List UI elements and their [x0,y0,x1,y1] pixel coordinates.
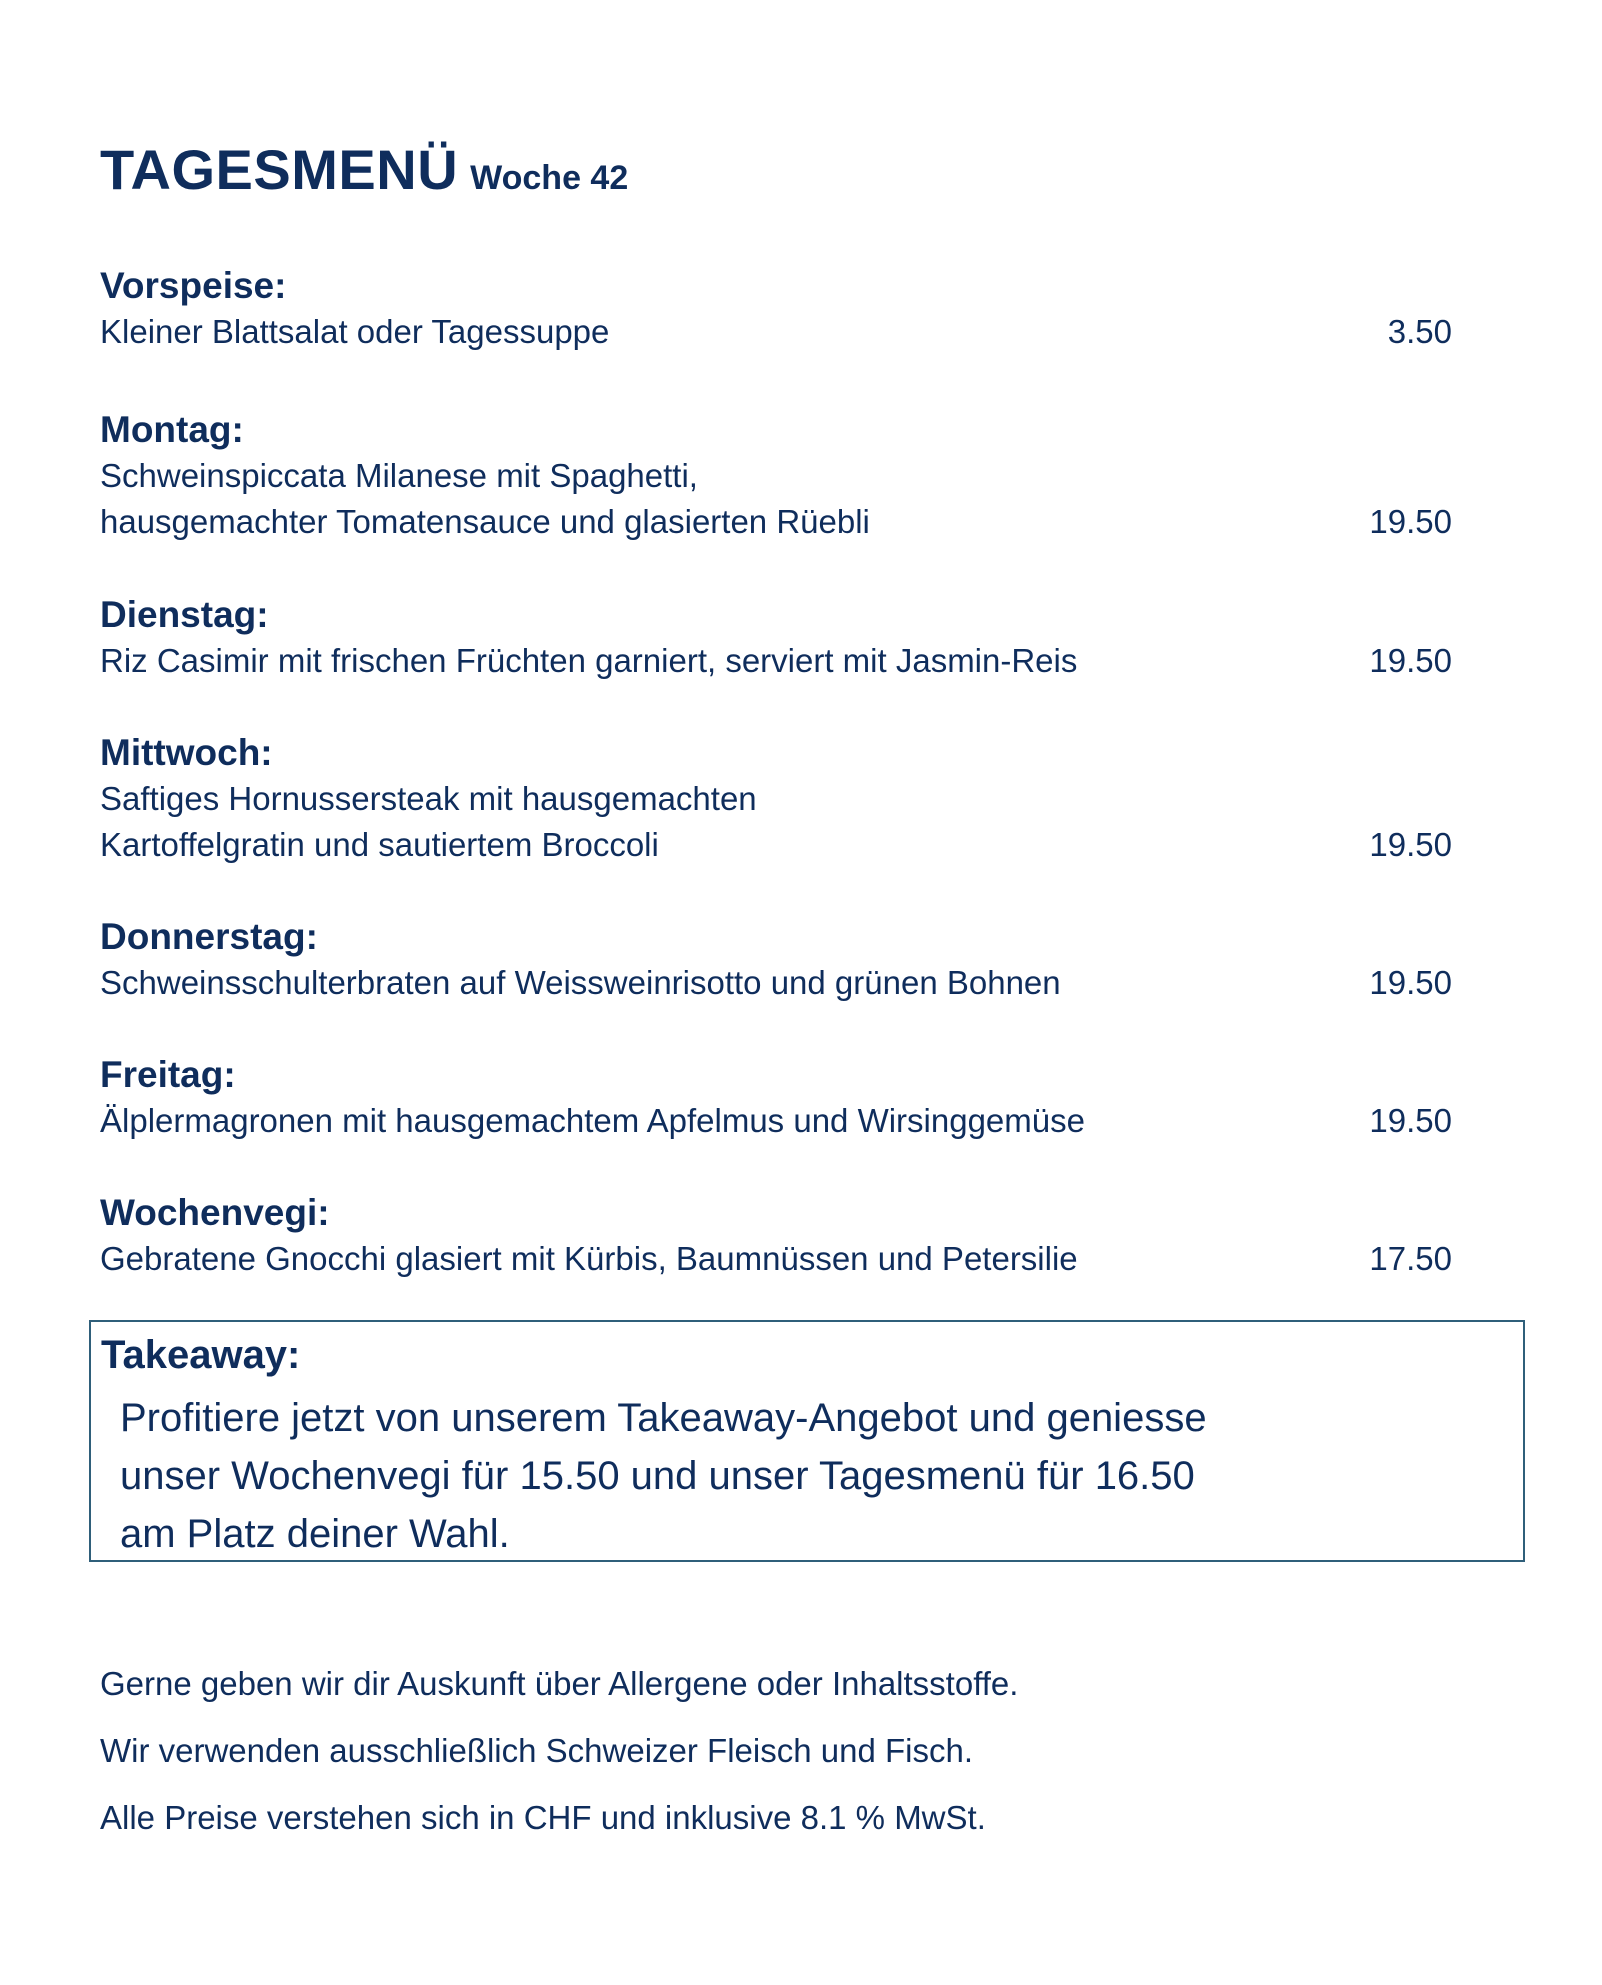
menu-item-price: 19.50 [1369,503,1452,540]
menu-item-donnerstag [100,914,1452,1006]
takeaway-line: Profitiere jetzt von unserem Takeaway-Angebot und geniesse [120,1396,1207,1440]
menu-item-description [100,453,1452,545]
menu-item-description [100,1098,1452,1144]
description-line: Riz Casimir mit frischen Früchten garniert, serviert mit Jasmin-Reis [100,642,1078,679]
menu-item-price: 19.50 [1369,826,1452,863]
week-label: Woche 42 [470,159,629,197]
description-line: Kartoffelgratin und sautiertem Broccoli [100,826,659,863]
menu-item-description [100,638,1452,684]
description-line: Schweinspiccata Milanese mit Spaghetti, [100,457,698,494]
menu-item-description [100,309,1452,355]
menu-item-price: 19.50 [1369,964,1452,1001]
description-line: Schweinsschulterbraten auf Weissweinrisotto und grünen Bohnen [100,964,1061,1001]
footer-notes [100,1650,1018,1851]
menu-item-price: 19.50 [1369,642,1452,679]
description-line: Älplermagronen mit hausgemachtem Apfelmus und Wirsinggemüse [100,1102,1085,1139]
description-line: Gebratene Gnocchi glasiert mit Kürbis, Baumnüssen und Petersilie [100,1240,1078,1277]
menu-item-description [100,776,1452,868]
menu-item-description [100,1236,1452,1282]
menu-item-vorspeise [100,263,1452,355]
menu-item-wochenvegi [100,1190,1452,1282]
menu-item-day: Freitag: [100,1054,236,1095]
menu-item-day: Wochenvegi: [100,1192,330,1233]
menu-item-price: 17.50 [1369,1240,1452,1277]
allergen-note: Gerne geben wir dir Auskunft über Allergene oder Inhaltsstoffe. [100,1665,1019,1702]
takeaway-title: Takeaway: [101,1333,301,1377]
menu-item-mittwoch [100,730,1452,868]
menu-item-price: 19.50 [1369,1102,1452,1139]
takeaway-box [89,1320,1525,1562]
takeaway-text [120,1389,1207,1563]
menu-item-price: 3.50 [1387,313,1452,350]
menu-item-day: Dienstag: [100,594,269,635]
takeaway-line: unser Wochenvegi für 15.50 und unser Tagesmenü für 16.50 [120,1454,1195,1498]
menu-item-day: Montag: [100,409,244,450]
menu-item-dienstag [100,592,1452,684]
menu-item-day: Vorspeise: [100,265,287,306]
price-note: Alle Preise verstehen sich in CHF und inklusive 8.1 % MwSt. [100,1799,986,1836]
menu-title: TAGESMENÜ [100,138,459,201]
description-line: hausgemachter Tomatensauce und glasierten Rüebli [100,503,870,540]
menu-item-montag [100,407,1452,545]
menu-item-description [100,960,1452,1006]
menu-item-day: Donnerstag: [100,916,318,957]
menu-item-freitag [100,1052,1452,1144]
meat-origin-note: Wir verwenden ausschließlich Schweizer Fleisch und Fisch. [100,1732,973,1769]
page-title [100,138,629,201]
description-line: Saftiges Hornussersteak mit hausgemachten [100,780,757,817]
takeaway-line: am Platz deiner Wahl. [120,1512,510,1556]
menu-item-day: Mittwoch: [100,732,273,773]
description-line: Kleiner Blattsalat oder Tagessuppe [100,313,610,350]
